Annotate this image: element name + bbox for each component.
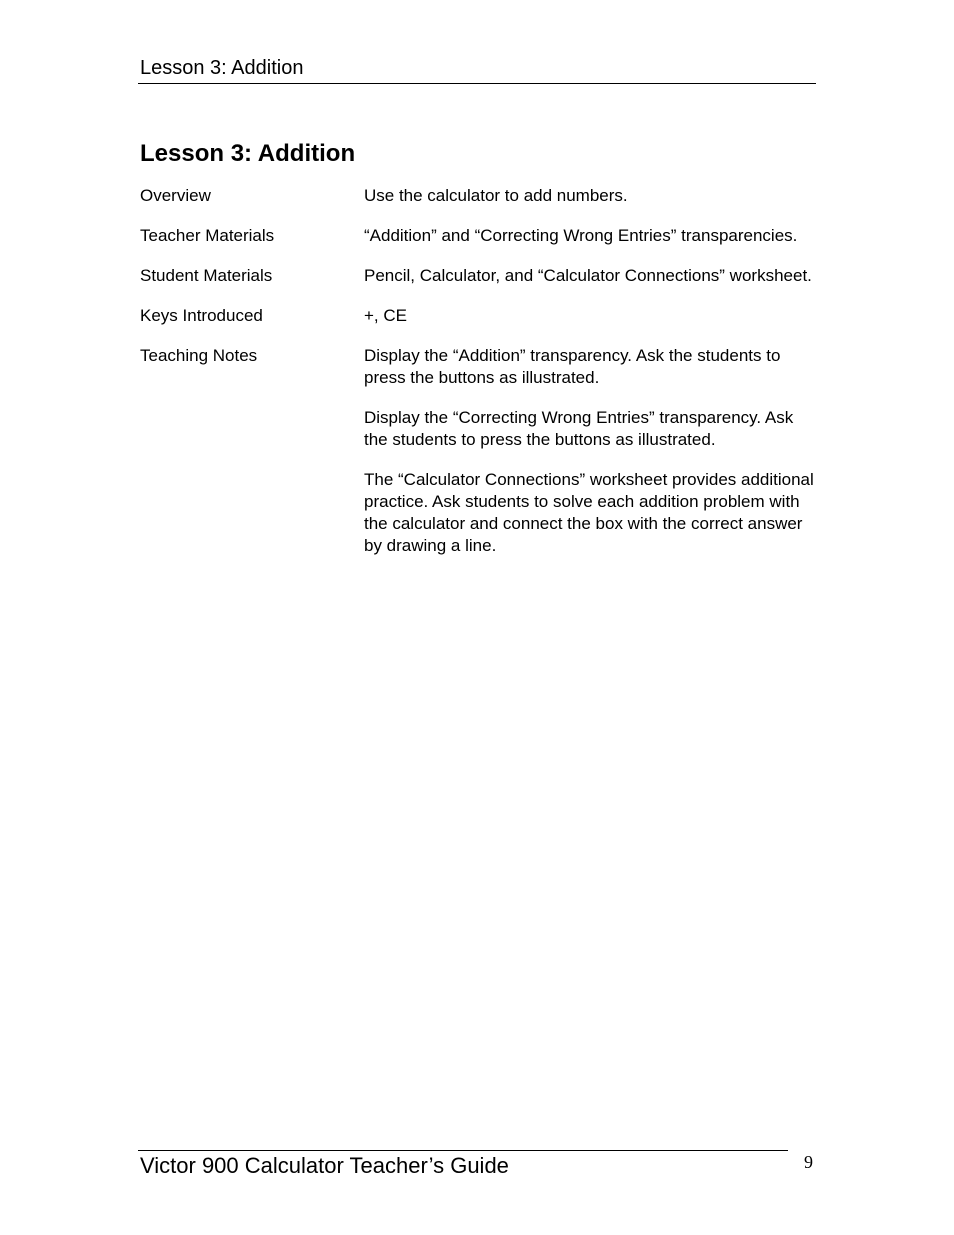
row-label: Overview [140, 186, 211, 205]
page-number: 9 [804, 1152, 813, 1172]
row-teaching-notes [140, 345, 820, 557]
row-paragraph: Pencil, Calculator, and “Calculator Connections” worksheet. [364, 266, 812, 285]
row-content [364, 345, 816, 557]
running-header-title: Lesson 3: Addition [140, 57, 304, 79]
lesson-details [140, 185, 820, 575]
row-student-materials [140, 265, 820, 287]
running-header [138, 56, 816, 84]
row-content [364, 265, 816, 287]
row-paragraph: Display the “Correcting Wrong Entries” transparency. Ask the students to press the buttons as illustrated. [364, 408, 794, 449]
row-label: Teacher Materials [140, 226, 275, 245]
row-paragraph: +, CE [364, 306, 407, 325]
row-paragraph: Use the calculator to add numbers. [364, 186, 628, 205]
row-paragraph: Display the “Addition” transparency. Ask the students to press the buttons as illustrated. [364, 346, 781, 387]
row-keys-introduced [140, 305, 820, 327]
row-content [364, 305, 816, 327]
row-label: Teaching Notes [140, 346, 258, 365]
row-label: Keys Introduced [140, 306, 263, 325]
footer-rule [138, 1150, 788, 1151]
row-content [364, 185, 816, 207]
footer-title: Victor 900 Calculator Teacher’s Guide [140, 1153, 509, 1178]
row-content [364, 225, 816, 247]
lesson-title: Lesson 3: Addition [140, 140, 356, 167]
row-teacher-materials [140, 225, 820, 247]
row-label: Student Materials [140, 266, 273, 285]
row-overview [140, 185, 820, 207]
row-paragraph: “Addition” and “Correcting Wrong Entries” transparencies. [364, 226, 798, 245]
row-paragraph: The “Calculator Connections” worksheet provides additional practice. Ask students to solve each addition problem with the calculator and connect the box with the correct answer by drawing a line. [364, 470, 814, 555]
